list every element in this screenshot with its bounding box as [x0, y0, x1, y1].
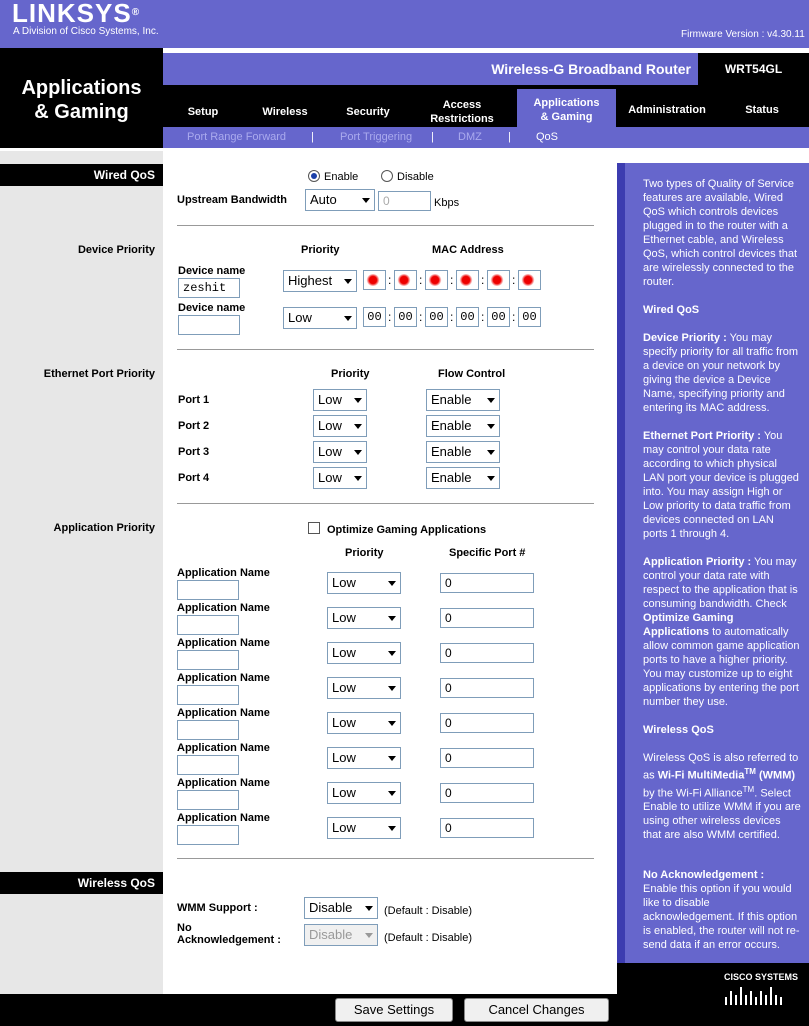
application-priority-select[interactable]: Low — [327, 817, 401, 839]
tab-setup[interactable]: Setup — [187, 106, 219, 118]
redaction-scribble — [459, 274, 473, 286]
product-name: Wireless-G Broadband Router — [491, 61, 691, 77]
specific-port-column-header: Specific Port # — [449, 547, 526, 559]
subtab-separator: | — [508, 131, 511, 143]
mac-separator: : — [450, 310, 454, 324]
redaction-scribble — [397, 274, 411, 286]
application-port-input[interactable]: 0 — [440, 608, 534, 628]
cisco-logo-text: CISCO SYSTEMS — [724, 972, 799, 982]
subtab-port-triggering[interactable]: Port Triggering — [340, 131, 413, 143]
cancel-changes-button[interactable]: Cancel Changes — [464, 998, 609, 1022]
subtab-separator: | — [431, 131, 434, 143]
enable-label: Enable — [324, 171, 359, 183]
application-port-input[interactable]: 0 — [440, 783, 534, 803]
application-name-input[interactable] — [177, 580, 239, 600]
mac-octet-input[interactable]: 00 — [518, 307, 541, 327]
mac-separator: : — [388, 310, 392, 324]
upstream-bandwidth-label: Upstream Bandwidth — [177, 194, 288, 206]
application-name-label: Application Name — [177, 637, 270, 649]
device-name-label: Device name — [178, 265, 246, 277]
no-ack-label: No Acknowledgement : — [177, 922, 281, 946]
subtab-dmz[interactable]: DMZ — [458, 131, 482, 143]
save-settings-button[interactable]: Save Settings — [335, 998, 453, 1022]
port-priority-select[interactable]: Low — [313, 467, 367, 489]
application-port-input[interactable]: 0 — [440, 678, 534, 698]
subtab-port-range-forward[interactable]: Port Range Forward — [187, 131, 287, 143]
wired-qos-header: Wired QoS — [0, 164, 163, 186]
flow-control-select[interactable]: Enable — [426, 415, 500, 437]
mac-octet-input[interactable]: 00 — [456, 307, 479, 327]
application-name-label: Application Name — [177, 777, 270, 789]
flow-control-select[interactable]: Enable — [426, 441, 500, 463]
port-label: Port 2 — [178, 420, 210, 432]
application-name-input[interactable] — [177, 790, 239, 810]
help-intro: Two types of Quality of Service features are available, Wired QoS which controls devices plugged in to the router with a Ethernet cable, and Wireless QoS, which control devices that are wirelessly connected to the router. — [643, 178, 798, 288]
application-name-label: Application Name — [177, 567, 270, 579]
subtab-qos[interactable]: QoS — [536, 131, 559, 143]
tab-applications-gaming[interactable]: Applications & Gaming — [533, 97, 600, 123]
flow-control-column-header: Flow Control — [438, 368, 506, 380]
priority-column-header: Priority — [345, 547, 384, 559]
upstream-bandwidth-input[interactable]: 0 — [378, 191, 431, 211]
help-wireless-qos: Wireless QoS is also referred to as Wi-Fi MultiMedia™ (WMM) by the Wi-Fi Alliance™. Select Enable to utilize WMM if you are using other wireless devices that are also WMM certified. — [643, 752, 801, 842]
device-priority-select[interactable]: Low — [283, 307, 357, 329]
application-port-input[interactable]: 0 — [440, 713, 534, 733]
optimize-gaming-label: Optimize Gaming Applications — [327, 524, 487, 536]
port-label: Port 3 — [178, 446, 210, 458]
cisco-bars-icon — [725, 985, 785, 1005]
linksys-logo: LINKSYS® — [12, 0, 141, 28]
upstream-bandwidth-select[interactable]: Auto — [305, 189, 375, 211]
redaction-scribble — [428, 274, 442, 286]
wireless-qos-header: Wireless QoS — [0, 872, 163, 894]
disable-label: Disable — [397, 171, 434, 183]
port-priority-select[interactable]: Low — [313, 389, 367, 411]
redaction-scribble — [521, 274, 535, 286]
port-label: Port 4 — [178, 472, 210, 484]
application-name-input[interactable] — [177, 720, 239, 740]
tab-security[interactable]: Security — [346, 106, 390, 118]
application-priority-select[interactable]: Low — [327, 782, 401, 804]
kbps-label: Kbps — [434, 197, 460, 209]
model-name: WRT54GL — [724, 62, 783, 76]
application-name-input[interactable] — [177, 615, 239, 635]
mac-octet-input[interactable]: 00 — [487, 307, 510, 327]
application-name-label: Application Name — [177, 742, 270, 754]
mac-separator: : — [481, 310, 485, 324]
help-wireless-title: Wireless QoS — [643, 724, 714, 736]
application-port-input[interactable]: 0 — [440, 573, 534, 593]
divider — [177, 858, 594, 859]
tab-administration[interactable]: Administration — [628, 104, 706, 116]
device-name-label: Device name — [178, 302, 246, 314]
port-priority-select[interactable]: Low — [313, 415, 367, 437]
flow-control-select[interactable]: Enable — [426, 467, 500, 489]
application-name-label: Application Name — [177, 672, 270, 684]
application-priority-select[interactable]: Low — [327, 677, 401, 699]
device-priority-select[interactable]: Highest — [283, 270, 357, 292]
application-name-label: Application Name — [177, 602, 270, 614]
application-name-input[interactable] — [177, 755, 239, 775]
application-name-input[interactable] — [177, 650, 239, 670]
ethernet-port-priority-label: Ethernet Port Priority — [43, 368, 155, 380]
mac-separator: : — [388, 273, 392, 287]
divider — [177, 503, 594, 504]
tab-access-restrictions[interactable]: Access Restrictions — [430, 99, 494, 125]
help-no-ack: No Acknowledgement : Enable this option if you would like to disable acknowledgement. If this option is enabled, the router will not re-send data if an error occurs. — [643, 869, 800, 951]
mac-separator: : — [419, 310, 423, 324]
application-priority-select[interactable]: Low — [327, 607, 401, 629]
disable-radio[interactable] — [381, 170, 393, 182]
divider — [177, 349, 594, 350]
port-priority-select[interactable]: Low — [313, 441, 367, 463]
application-name-label: Application Name — [177, 707, 270, 719]
wmm-support-label: WMM Support : — [177, 902, 258, 914]
device-name-input[interactable]: zeshit — [178, 278, 240, 298]
mac-separator: : — [450, 273, 454, 287]
firmware-version: Firmware Version : v4.30.11 — [681, 29, 805, 40]
divider — [177, 225, 594, 226]
device-name-input[interactable] — [178, 315, 240, 335]
wmm-support-select[interactable]: Disable — [304, 897, 378, 919]
mac-separator: : — [512, 273, 516, 287]
priority-column-header: Priority — [331, 368, 370, 380]
application-priority-select[interactable]: Low — [327, 712, 401, 734]
help-ethernet-priority: Ethernet Port Priority : You may control your data rate according to which physical LAN port your device is plugged into. You may assign High or Low priority to data traffic from devices connected on LAN ports 1 through 4. — [643, 430, 799, 540]
application-name-label: Application Name — [177, 812, 270, 824]
flow-control-select[interactable]: Enable — [426, 389, 500, 411]
tab-status[interactable]: Status — [745, 104, 779, 116]
help-device-priority: Device Priority : You may specify priority for all traffic from a device on your network by giving the device a Device Name, specifying priority and entering its MAC address. — [643, 332, 799, 414]
application-name-input[interactable] — [177, 825, 239, 845]
priority-column-header: Priority — [301, 244, 340, 256]
redaction-scribble — [366, 274, 380, 286]
cisco-logo-box — [617, 963, 809, 1026]
application-name-input[interactable] — [177, 685, 239, 705]
device-priority-label: Device Priority — [77, 244, 155, 256]
enable-radio[interactable] — [308, 170, 320, 182]
left-label-column — [0, 151, 163, 994]
mac-separator: : — [481, 273, 485, 287]
port-label: Port 1 — [178, 394, 210, 406]
mac-octet-input[interactable]: 00 — [394, 307, 417, 327]
subtab-separator: | — [311, 131, 314, 143]
application-port-input[interactable]: 0 — [440, 818, 534, 838]
application-port-input[interactable]: 0 — [440, 643, 534, 663]
mac-octet-input[interactable]: 00 — [425, 307, 448, 327]
help-wired-title: Wired QoS — [643, 304, 700, 316]
application-priority-select[interactable]: Low — [327, 747, 401, 769]
help-application-priority: Application Priority : You may control your data rate with respect to the application that is consuming bandwidth. Check Optimize Gaming Applications to automatically allow common game application ports to have a higher priority. You may customize up to eight applications by entering the port number they use. — [643, 556, 800, 708]
tab-wireless[interactable]: Wireless — [262, 106, 308, 118]
mac-octet-input[interactable]: 00 — [363, 307, 386, 327]
application-priority-label: Application Priority — [53, 522, 155, 534]
wmm-default-text: (Default : Disable) — [384, 905, 473, 917]
mac-column-header: MAC Address — [432, 244, 504, 256]
page-title: Applications & Gaming — [21, 77, 142, 123]
mac-separator: : — [512, 310, 516, 324]
application-priority-select[interactable]: Low — [327, 572, 401, 594]
application-port-input[interactable]: 0 — [440, 748, 534, 768]
redaction-scribble — [490, 274, 504, 286]
no-ack-select: Disable — [304, 924, 378, 946]
application-priority-select[interactable]: Low — [327, 642, 401, 664]
optimize-gaming-checkbox[interactable] — [308, 522, 320, 534]
mac-separator: : — [419, 273, 423, 287]
no-ack-default-text: (Default : Disable) — [384, 932, 473, 944]
logo-subtitle: A Division of Cisco Systems, Inc. — [13, 26, 159, 37]
footer-left — [0, 994, 163, 1026]
